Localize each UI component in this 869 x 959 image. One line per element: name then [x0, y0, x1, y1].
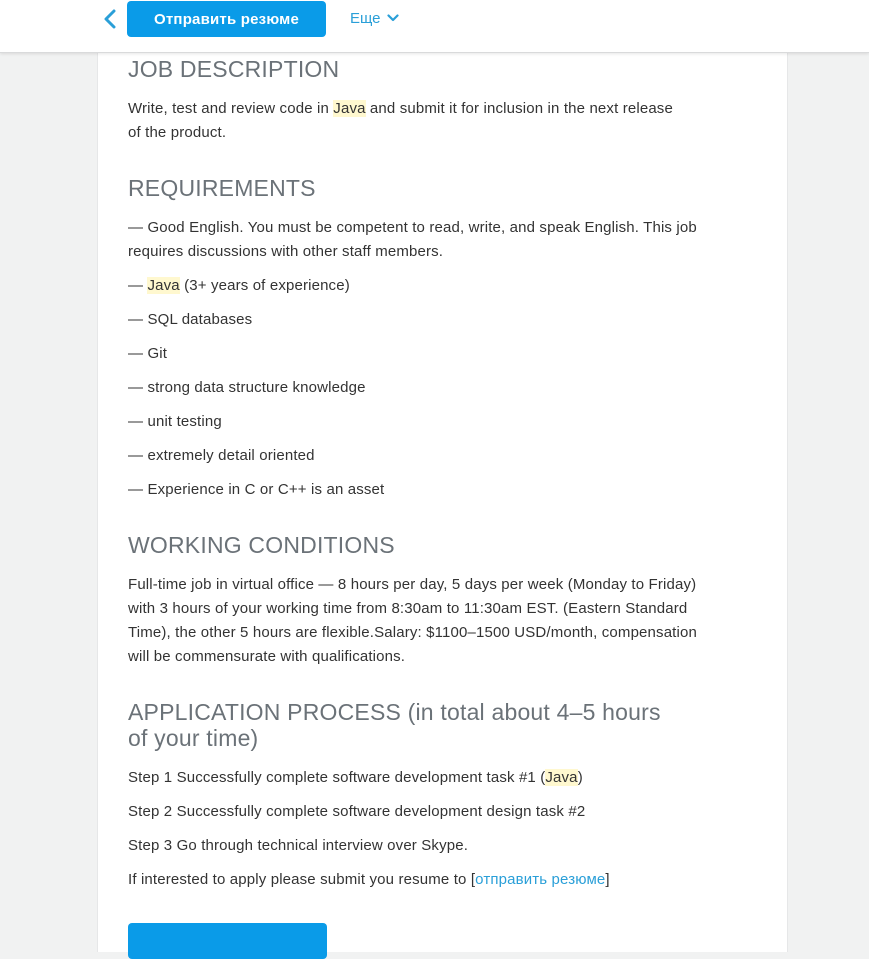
text: If interested to apply please submit you resume to [	[128, 871, 476, 888]
chevron-left-icon	[103, 9, 117, 29]
requirement-item: — Git	[128, 345, 168, 362]
requirements-heading: REQUIREMENTS	[128, 175, 316, 201]
requirement-item: — SQL databases	[128, 311, 253, 328]
more-menu[interactable]	[350, 8, 399, 28]
job-description-heading: JOB DESCRIPTION	[128, 56, 340, 82]
text: ]	[605, 871, 610, 888]
job-description-line-1	[128, 97, 673, 121]
send-resume-link[interactable]: отправить резюме	[475, 871, 606, 888]
requirement-item: — unit testing	[128, 413, 222, 430]
requirement-item: requires discussions with other staff members.	[128, 243, 444, 260]
top-toolbar	[0, 0, 869, 53]
working-conditions-heading: WORKING CONDITIONS	[128, 532, 395, 558]
application-process-heading-cont: of your time)	[128, 725, 259, 751]
application-process-heading: APPLICATION PROCESS (in total about 4–5 hours	[128, 699, 661, 725]
working-conditions-line: with 3 hours of your working time from 8:30am to 11:30am EST. (Eastern Standard	[128, 600, 688, 617]
job-description-line-2: of the product.	[128, 124, 227, 141]
bottom-send-resume-button[interactable]	[128, 923, 327, 959]
chevron-down-icon	[387, 14, 399, 22]
text: Write, test and review code in	[128, 100, 334, 117]
working-conditions-line: Full-time job in virtual office — 8 hours per day, 5 days per week (Monday to Friday)	[128, 576, 697, 593]
working-conditions-line: will be commensurate with qualifications.	[128, 648, 406, 665]
application-step: Step 2 Successfully complete software development design task #2	[128, 803, 586, 820]
text: )	[577, 769, 583, 786]
requirement-item: — Experience in C or C++ is an asset	[128, 481, 385, 498]
java-highlight: Java	[147, 277, 180, 294]
apply-instructions	[128, 868, 610, 892]
application-step: Step 3 Go through technical interview over Skype.	[128, 837, 469, 854]
back-button[interactable]	[98, 6, 122, 32]
more-menu-label: Еще	[350, 9, 381, 27]
text: Step 1 Successfully complete software development task #1 (	[128, 769, 546, 786]
send-resume-button[interactable]: Отправить резюме	[127, 1, 326, 37]
working-conditions-line: Time), the other 5 hours are flexible.Salary: $1100–1500 USD/month, compensation	[128, 624, 697, 641]
requirement-item	[128, 274, 350, 298]
requirement-item: — Good English. You must be competent to read, write, and speak English. This job	[128, 219, 697, 236]
java-highlight: Java	[333, 100, 366, 117]
text: —	[128, 277, 148, 294]
requirement-item: — extremely detail oriented	[128, 447, 315, 464]
application-step	[128, 766, 583, 790]
text: (3+ years of experience)	[179, 277, 350, 294]
java-highlight: Java	[545, 769, 578, 786]
requirement-item: — strong data structure knowledge	[128, 379, 366, 396]
text: and submit it for inclusion in the next release	[365, 100, 673, 117]
